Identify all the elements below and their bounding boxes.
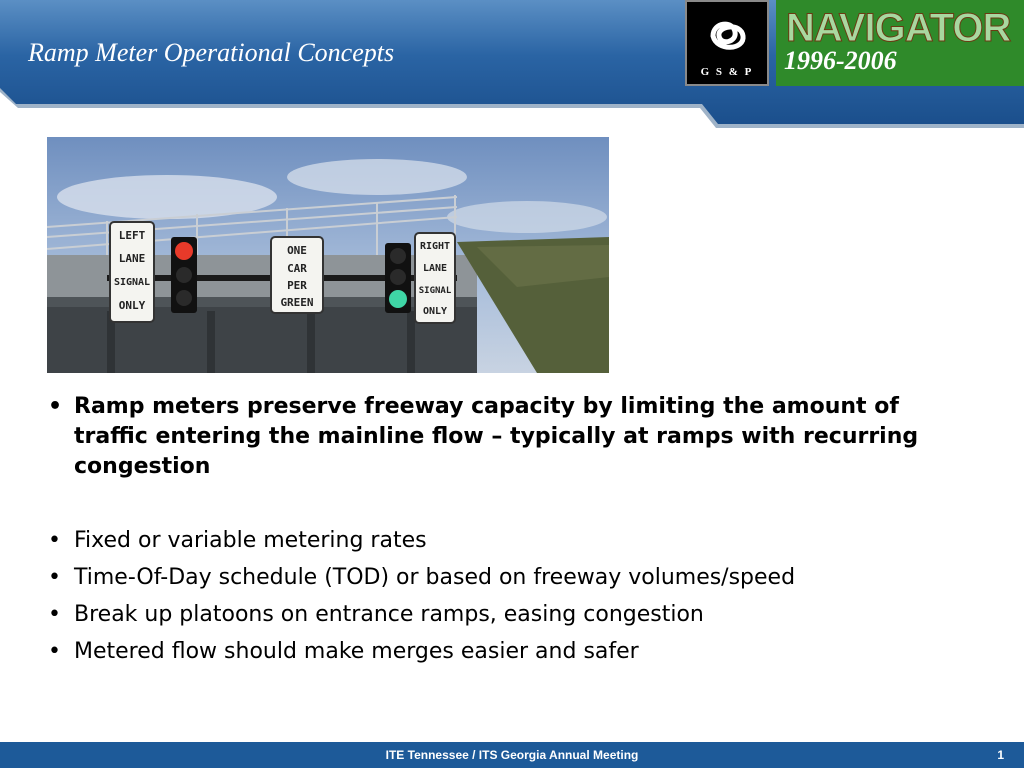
page-number: 1 xyxy=(997,748,1004,762)
navigator-logo-word: NAVIGATOR xyxy=(786,6,1011,50)
sign-text: CAR xyxy=(287,262,307,275)
right-lane-signal-only-sign xyxy=(415,233,455,323)
ramp-meter-photo xyxy=(47,137,609,373)
sign-text: ONLY xyxy=(118,299,146,312)
gsp-logo xyxy=(685,0,769,86)
red-signal-head xyxy=(171,237,197,313)
gsp-knot-icon xyxy=(687,6,767,66)
bullet-item: • Metered flow should make merges easier and safer xyxy=(44,637,944,667)
sign-text: SIGNAL xyxy=(418,286,452,296)
green-signal-head xyxy=(385,243,411,313)
bullet-list xyxy=(44,392,944,674)
sign-text: LANE xyxy=(118,252,146,265)
footer-title: ITE Tennessee / ITS Georgia Annual Meeting xyxy=(385,748,639,762)
sign-text: SIGNAL xyxy=(113,277,151,288)
sign-text: ONLY xyxy=(422,306,448,317)
left-lane-signal-only-sign xyxy=(110,222,154,322)
footer-bar xyxy=(0,742,1024,768)
sign-text: GREEN xyxy=(280,296,314,309)
slide-title: Ramp Meter Operational Concepts xyxy=(28,38,395,67)
navigator-logo xyxy=(776,0,1024,86)
sign-text: RIGHT xyxy=(419,241,451,252)
gsp-logo-text: G S & P xyxy=(700,66,754,78)
sign-text: LEFT xyxy=(118,229,146,242)
bullet-main: • Ramp meters preserve freeway capacity by limiting the amount of traffic entering the mainline flow – typically at ramps with recurring congestion xyxy=(44,392,944,482)
sign-text: LANE xyxy=(422,263,448,274)
sign-text: PER xyxy=(287,279,307,292)
one-car-per-green-sign xyxy=(271,237,323,313)
sign-text: ONE xyxy=(287,244,307,257)
bullet-item: • Time-Of-Day schedule (TOD) or based on freeway volumes/speed xyxy=(44,563,944,593)
bullet-item: • Fixed or variable metering rates xyxy=(44,526,944,556)
bullet-item: • Break up platoons on entrance ramps, easing congestion xyxy=(44,600,944,630)
navigator-logo-years: 1996-2006 xyxy=(784,46,897,75)
